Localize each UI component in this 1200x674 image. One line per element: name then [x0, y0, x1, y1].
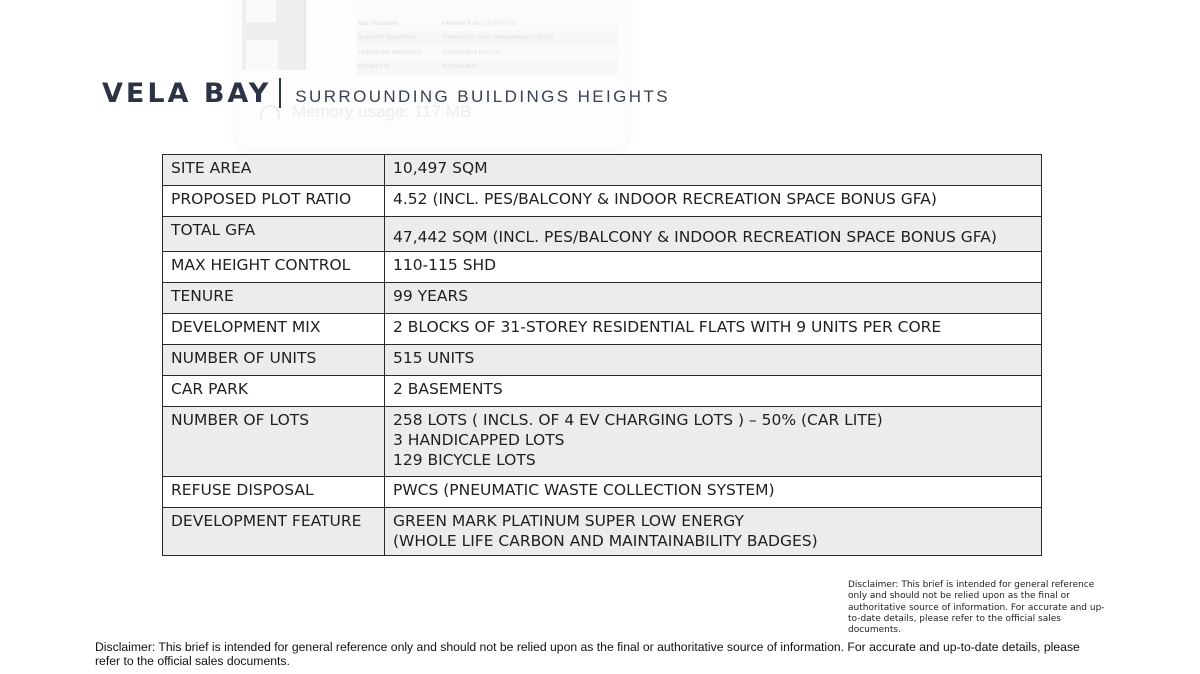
page-title: [102, 72, 670, 109]
row-value: 99 YEARS: [385, 283, 1042, 314]
brand-name: VELA BAY: [102, 78, 272, 109]
page-subtitle: SURROUNDING BUILDINGS HEIGHTS: [295, 87, 670, 106]
project-spec-table: [162, 154, 1042, 556]
row-value: 2 BLOCKS OF 31-STOREY RESIDENTIAL FLATS WITH 9 UNITS PER CORE: [385, 314, 1042, 345]
disclaimer-small: Disclaimer: This brief is intended for general reference only and should not be relied upon as the final or authoritative source of information. For accurate and up-to-date details, please refer to the official sales documents.: [848, 580, 1105, 636]
row-label: MAX HEIGHT CONTROL: [163, 252, 385, 283]
table-row: [163, 155, 1042, 186]
disclaimer-main: Disclaimer: This brief is intended for general reference only and should not be relied upon as the final or authoritative source of information. For accurate and up-to-date details, please refer to the official sales documents.: [95, 640, 1080, 668]
row-value: 4.52 (INCL. PES/BALCONY & INDOOR RECREATION SPACE BONUS GFA): [385, 186, 1042, 217]
row-label: PROPOSED PLOT RATIO: [163, 186, 385, 217]
row-label: CAR PARK: [163, 376, 385, 407]
table-row: [163, 217, 1042, 252]
table-row: [163, 477, 1042, 508]
table-row: [163, 345, 1042, 376]
table-row: [163, 376, 1042, 407]
row-label: TOTAL GFA: [163, 217, 385, 252]
row-label: NUMBER OF UNITS: [163, 345, 385, 376]
row-label: NUMBER OF LOTS: [163, 407, 385, 477]
row-value: 47,442 SQM (INCL. PES/BALCONY & INDOOR RECREATION SPACE BONUS GFA): [385, 217, 1042, 252]
table-row: [163, 186, 1042, 217]
table-row: [163, 508, 1042, 556]
table-row: [163, 407, 1042, 477]
ghost-row: QUANTITY SURVEYOR THREESIXTY COST MANAGEMENT PTE LTD: [356, 31, 618, 46]
title-divider: [279, 78, 281, 108]
table-row: [163, 283, 1042, 314]
row-value: 515 UNITS: [385, 345, 1042, 376]
ghost-info-table: [356, 2, 618, 75]
ghost-row: M&E ENGINEER RANKINE & HILL (S) PTE LTD: [356, 17, 618, 32]
ghost-row: LANDSCAPE ARCHITECT COPLAN ASIA PTE LTD: [356, 46, 618, 61]
row-label: DEVELOPMENT FEATURE: [163, 508, 385, 556]
row-label: DEVELOPMENT MIX: [163, 314, 385, 345]
row-value: 110-115 SHD: [385, 252, 1042, 283]
row-value: 2 BASEMENTS: [385, 376, 1042, 407]
ghost-row: PROJECT ID SUJONO HUH: [356, 60, 618, 75]
row-value: GREEN MARK PLATINUM SUPER LOW ENERGY (WHOLE LIFE CARBON AND MAINTAINABILITY BADGES): [385, 508, 1042, 556]
row-value: PWCS (PNEUMATIC WASTE COLLECTION SYSTEM): [385, 477, 1042, 508]
row-label: SITE AREA: [163, 155, 385, 186]
memory-usage-text: Memory usage: 117 MB: [292, 102, 472, 121]
table-row: [163, 314, 1042, 345]
row-label: REFUSE DISPOSAL: [163, 477, 385, 508]
table-row: [163, 252, 1042, 283]
ghost-thumbnail: [242, 0, 306, 70]
row-label: TENURE: [163, 283, 385, 314]
row-value: 10,497 SQM: [385, 155, 1042, 186]
row-value: 258 LOTS ( INCLS. OF 4 EV CHARGING LOTS ) – 50% (CAR LITE) 3 HANDICAPPED LOTS 129 BICYCLE LOTS: [385, 407, 1042, 477]
